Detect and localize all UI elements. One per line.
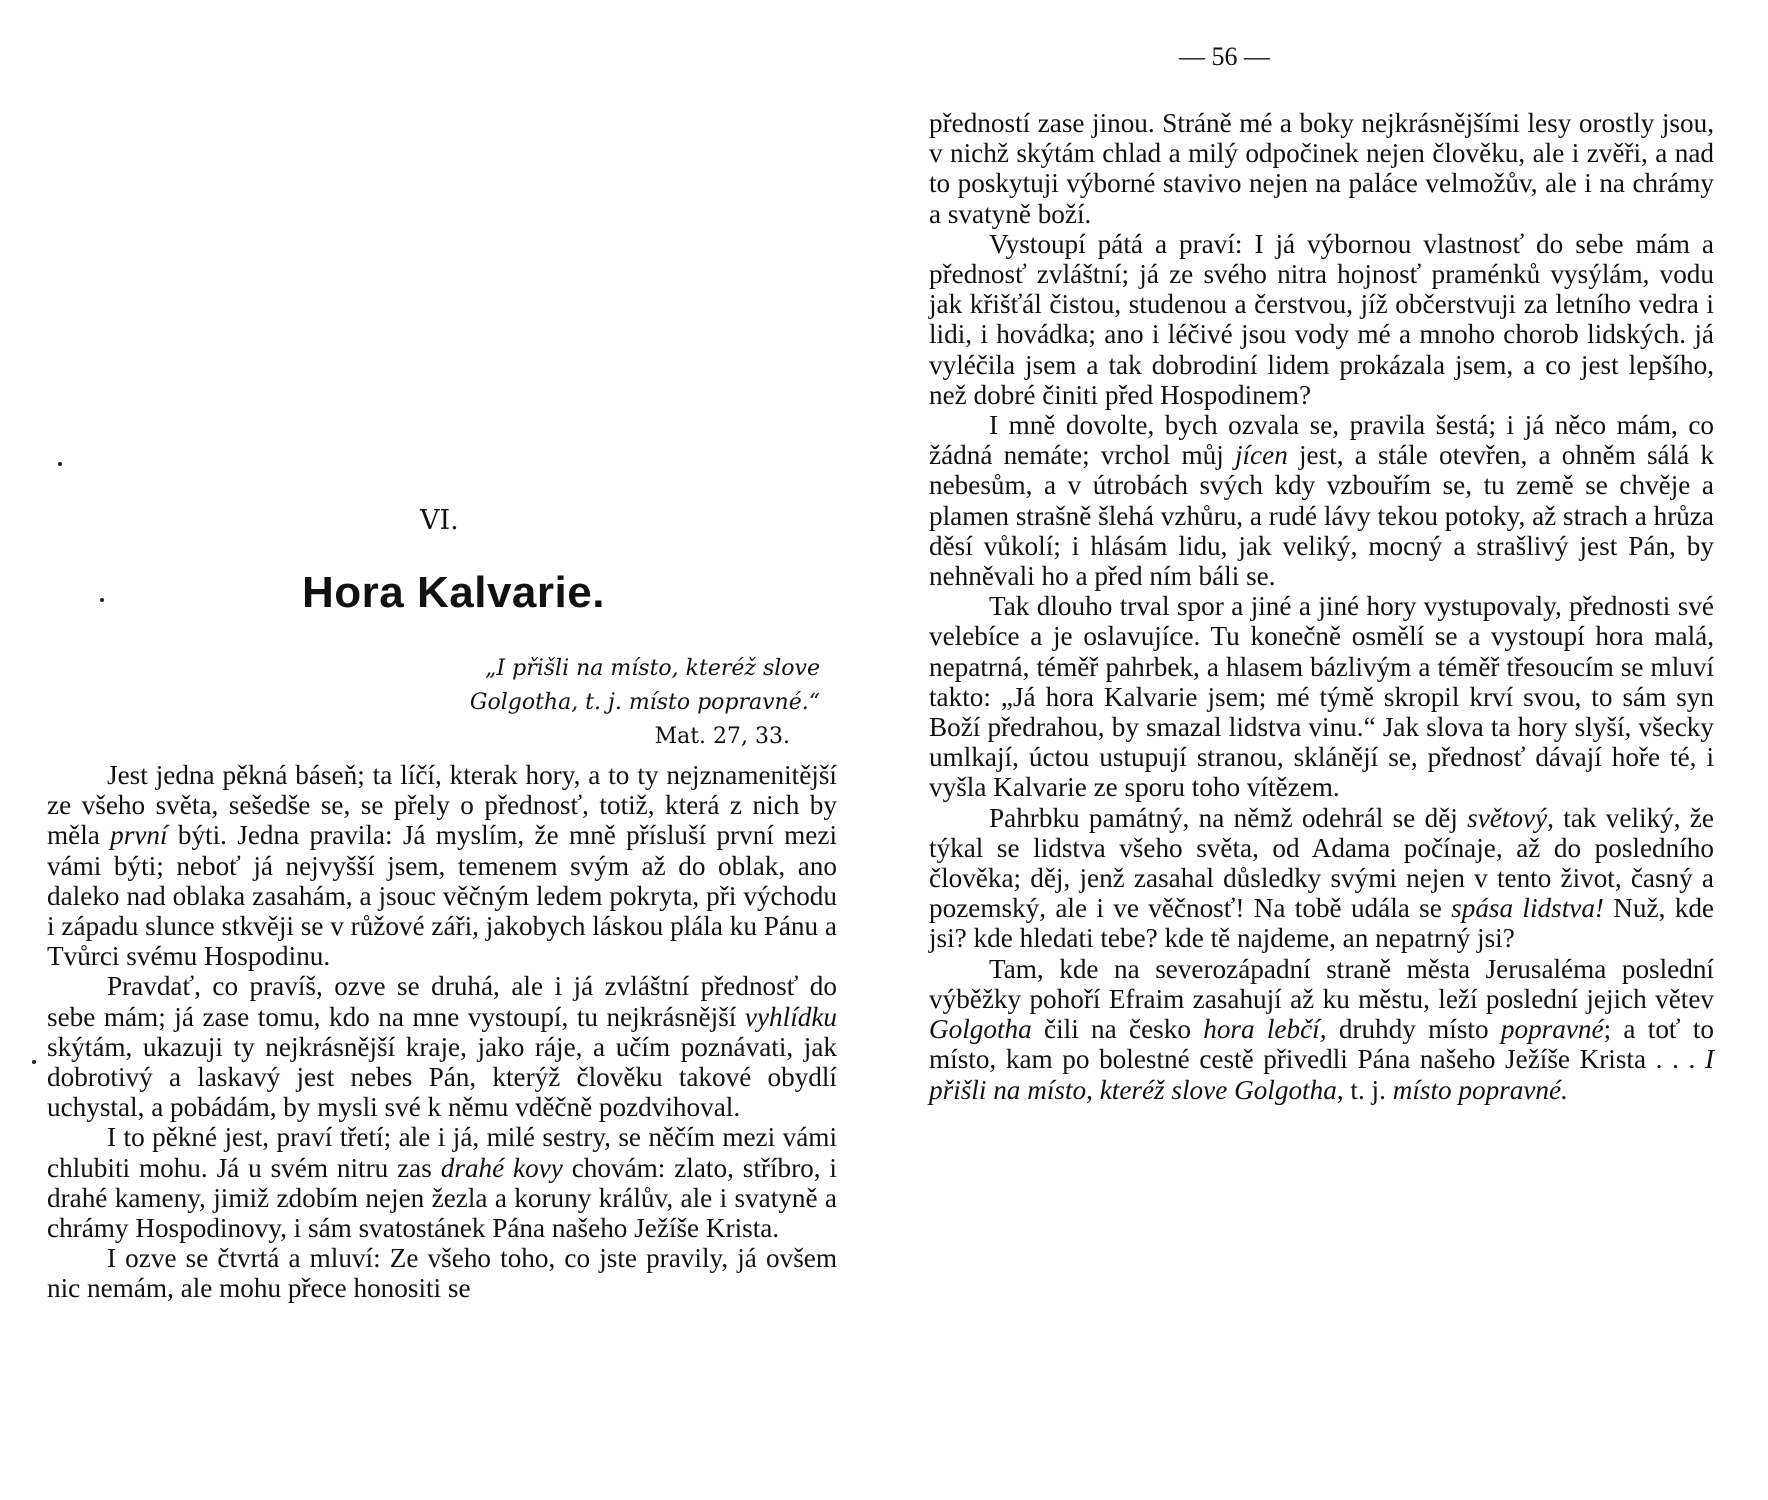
paragraph — [929, 410, 1714, 591]
italic-run: drahé kovy — [440, 1152, 563, 1183]
italic-run: první — [110, 820, 168, 851]
paragraph — [929, 229, 1714, 410]
text-run: t. j. — [1343, 1074, 1393, 1105]
paragraph — [47, 971, 837, 1122]
text-run: Tak dlouho trval spor a jiné a jiné hory vystupovaly, přednosti své velebíce a je oslavujíce. Tu konečně osmělí se a vystoupí hora malá, nepatrná, téměř pahrbek, a hlasem bázlivým a téměř třesoucím se mluví takto: „Já hora Kalvarie jsem; mé týmě skropil krví svou, to sám syn Boží předrahou, by smazal lidstva vinu.“ Jak slova ta hory slyší, všecky umlkají, úctou ustupují stranou, sklánějí se, přednosť dávají hoře té, i vyšla Kalvarie ze sporu toho vítězem. — [929, 591, 1714, 803]
text-run: Nuž, kde jsi? kde hledati tebe? kde tě najdeme, an nepatrný jsi? — [929, 893, 1714, 954]
stray-ink-dot — [58, 462, 62, 466]
paragraph — [47, 760, 837, 971]
text-run: chovám: zlato, stříbro, i drahé kameny, jimiž zdobím nejen žezla a koruny králův, ale i svatyně a chrámy Hospodinovy, i sám svatostánek Pána našeho Ježíše Krista. — [47, 1152, 837, 1244]
right-body-text — [929, 108, 1714, 1105]
text-run: Vystoupí pátá a praví: I já výbornou vlastnosť do sebe mám a přednosť zvláštní; já ze svého nitra hojnosť praménků vysýlám, vodu jak křišťál čistou, studenou a čerstvou, jíž občerstvuji za letního vedra i lidi, i hovádka; ano i léčivé jsou vody mé a mnoho chorob lidských. já vyléčila jsem a tak dobrodiní lidem prokázala jsem, a co jest lepšího, než dobré činiti před Hospodinem? — [929, 228, 1714, 410]
text-run: Tam, kde na severozápadní straně města Jerusaléma poslední výběžky pohoří Efraim zasahují až ku městu, leží poslední jejich větev — [929, 953, 1714, 1014]
italic-run: jícen — [1234, 440, 1288, 471]
chapter-title: Hora Kalvarie. — [302, 568, 605, 617]
paragraph — [929, 591, 1714, 802]
italic-run: I přišli na místo, kteréž slove Golgotha, — [929, 1044, 1714, 1105]
right-page — [884, 0, 1768, 1500]
text-run: Jest jedna pěkná báseň; ta líčí, kterak hory, a to ty nejznamenitější ze všeho světa, sešedše se, se přely o přednosť, totiž, která z nich by měla — [47, 760, 837, 851]
text-run: jest, a stále otevřen, a ohněm sálá k nebesům, a v útrobách svých kdy vzbouřím se, tu země se chvěje a plamen strašně šlehá vzhůru, a rudé lávy tekou potoky, až strach a hrůza děsí vůkolí; i hlásám lidu, jak veliký, mocný a strašlivý jest Pán, by nehněvali ho a před ním báli se. — [929, 440, 1714, 592]
italic-run: místo popravné. — [1392, 1074, 1568, 1105]
italic-run: vyhlídku — [744, 1001, 837, 1032]
text-run: ; a toť to místo, kam po bolestné cestě přivedli Pána našeho Ježíše Krista . . . — [929, 1014, 1714, 1075]
epigraph-reference: Mat. 27, 33. — [654, 724, 790, 749]
text-run: tak veliký, že týkal se lidstva všeho světa, od Adama počínaje, až do posledního člověka; děj, jenž zasahal důsledky svými nejen v tento život, časný a pozemský, ale i ve věčnosť! Na tobě udála se — [929, 802, 1714, 924]
text-run: skýtám, ukazuji ty nejkrásnější kraje, jako ráje, a učím poznávati, jak dobrotivý a laskavý jest nebes Pán, kterýž člověku takové obydlí uchystal, a pobádám, by mysli své k němu vděčně pozdvihoval. — [47, 1031, 837, 1123]
epigraph — [400, 652, 820, 754]
stray-ink-dot — [100, 598, 104, 602]
italic-run: popravné — [1500, 1014, 1604, 1045]
text-run: Pravdať, co pravíš, ozve se druhá, ale i já zvláštní přednosť do sebe mám; já zase tomu, kdo na mne vystoupí, tu nejkrásnější — [47, 971, 837, 1032]
italic-run: hora lebčí, — [1203, 1014, 1327, 1045]
text-run: býti. Jedna pravila: Já myslím, že mně přísluší první mezi vámi býti; neboť já nejvyšší jsem, temenem svým až do oblak, ano daleko nad oblaka zasahám, a jsouc věčným ledem pokryta, při východu i západu slunce stkvěji se v růžové záři, jakobych láskou plála ku Pánu a Tvůrci svému Hospodinu. — [47, 820, 837, 972]
text-run: předností zase jinou. Stráně mé a boky nejkrásnějšími lesy orostly jsou, v nichž skýtám chlad a milý odpočinek nejen člověku, ale i zvěři, a nad to poskytuji výborné stavivo nejen na paláce velmožův, ale i na chrámy a svatyně boží. — [929, 108, 1714, 229]
text-run: I to pěkné jest, praví třetí; ale i já, milé sestry, se něčím mezi vámi chlubiti mohu. Já u svém nitru zas — [47, 1122, 837, 1183]
epigraph-line: „I přišli na místo, kteréž slove — [485, 656, 820, 681]
text-run: druhdy místo — [1326, 1014, 1501, 1045]
page-number: — 56 — — [1179, 42, 1270, 71]
paragraph — [929, 803, 1714, 954]
stray-ink-dot — [32, 1060, 36, 1064]
italic-run: světový, — [1467, 802, 1554, 833]
italic-run: spása lidstva! — [1451, 893, 1604, 924]
left-body-text — [47, 760, 837, 1304]
text-run: Pahrbku památný, na němž odehrál se děj — [989, 802, 1468, 833]
paragraph — [929, 954, 1714, 1105]
text-run: čili na česko — [1031, 1014, 1204, 1045]
text-run: I mně dovolte, bych ozvala se, pravila šestá; i já něco mám, co žádná nemáte; vrchol můj — [929, 410, 1714, 471]
chapter-number: VI. — [420, 505, 459, 536]
text-run: I ozve se čtvrtá a mluví: Ze všeho toho, co jste pravily, já ovšem nic nemám, ale mohu přece honositi se — [47, 1243, 837, 1304]
paragraph — [47, 1122, 837, 1243]
epigraph-line: Golgotha, t. j. místo popravné.“ — [469, 690, 820, 715]
paragraph — [47, 1243, 837, 1303]
italic-run: Golgotha — [929, 1014, 1032, 1045]
paragraph — [929, 108, 1714, 229]
